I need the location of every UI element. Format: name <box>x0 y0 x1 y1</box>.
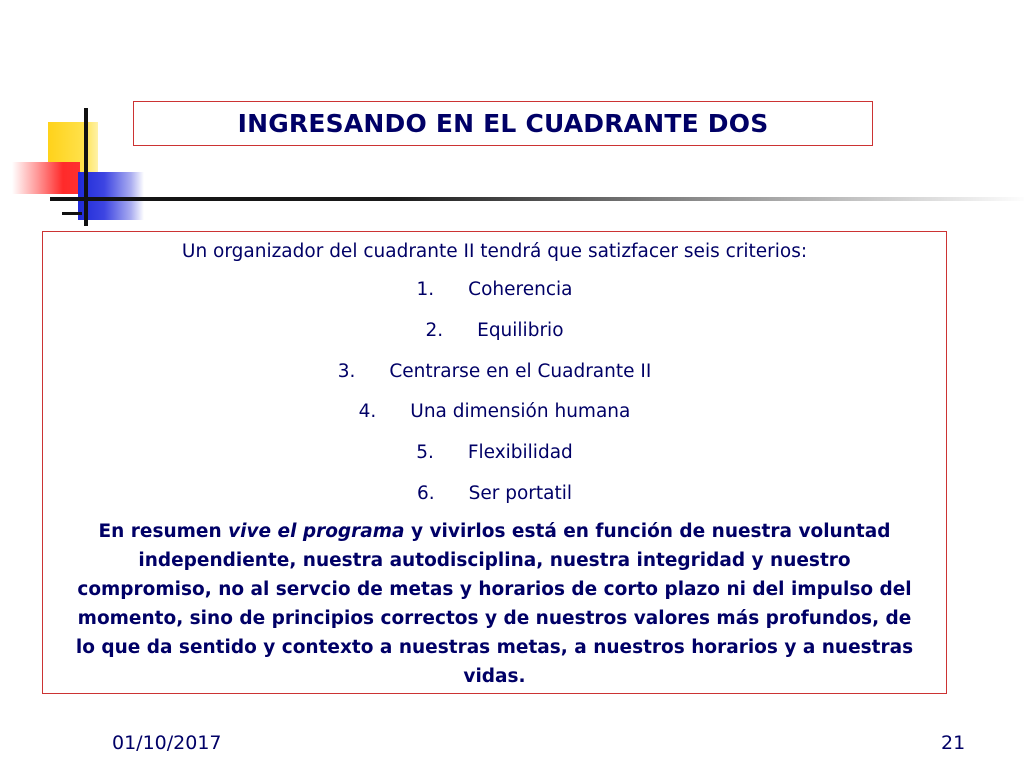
list-item-text: Ser portatil <box>468 482 573 504</box>
red-square-decoration <box>12 162 80 194</box>
list-item-number: 1. <box>416 279 435 300</box>
summary-lead: En resumen <box>98 520 229 542</box>
list-item-number: 2. <box>425 319 444 341</box>
summary-rest: y vivirlos está en función de nuestra voluntad independiente, nuestra autodisciplina, nuestra integridad y nuestro compromiso, no al servcio de metas y horarios de corto plazo ni del impulso del momento, sino de principios correctos y de nuestros valores más profundos, de lo que da sentido y contexto a nuestras metas, a nuestros horarios y a nuestras vidas. <box>75 520 914 687</box>
title-box <box>133 101 873 146</box>
criteria-list <box>73 270 916 515</box>
list-item-text: Equilibrio <box>477 319 564 341</box>
footer-date: 01/10/2017 <box>112 732 222 754</box>
horizontal-rule <box>50 197 1024 201</box>
list-item-number: 6. <box>416 482 435 504</box>
list-item <box>73 311 916 352</box>
list-item-number: 4. <box>358 401 377 423</box>
slide-number: 21 <box>941 732 966 754</box>
list-item <box>73 474 916 515</box>
summary-paragraph <box>73 517 916 691</box>
list-item-text: Centrarse en el Cuadrante II <box>389 360 652 382</box>
slide-title: INGRESANDO EN EL CUADRANTE DOS <box>237 109 769 138</box>
list-item-number: 5. <box>416 442 434 464</box>
list-item-text: Coherencia <box>468 279 573 300</box>
short-horizontal-rule <box>62 212 82 215</box>
list-item-text: Flexibilidad <box>467 442 573 464</box>
content-box <box>42 231 947 694</box>
list-item <box>73 433 916 474</box>
intro-text: Un organizador del cuadrante II tendrá que satizfacer seis criterios: <box>181 241 808 262</box>
list-item-number: 3. <box>337 360 356 382</box>
list-item-text: Una dimensión humana <box>410 401 631 423</box>
summary-emphasis: vive el programa <box>228 520 405 542</box>
list-item <box>73 352 916 393</box>
list-item <box>73 392 916 433</box>
list-item <box>73 270 916 311</box>
vertical-rule <box>84 108 88 226</box>
